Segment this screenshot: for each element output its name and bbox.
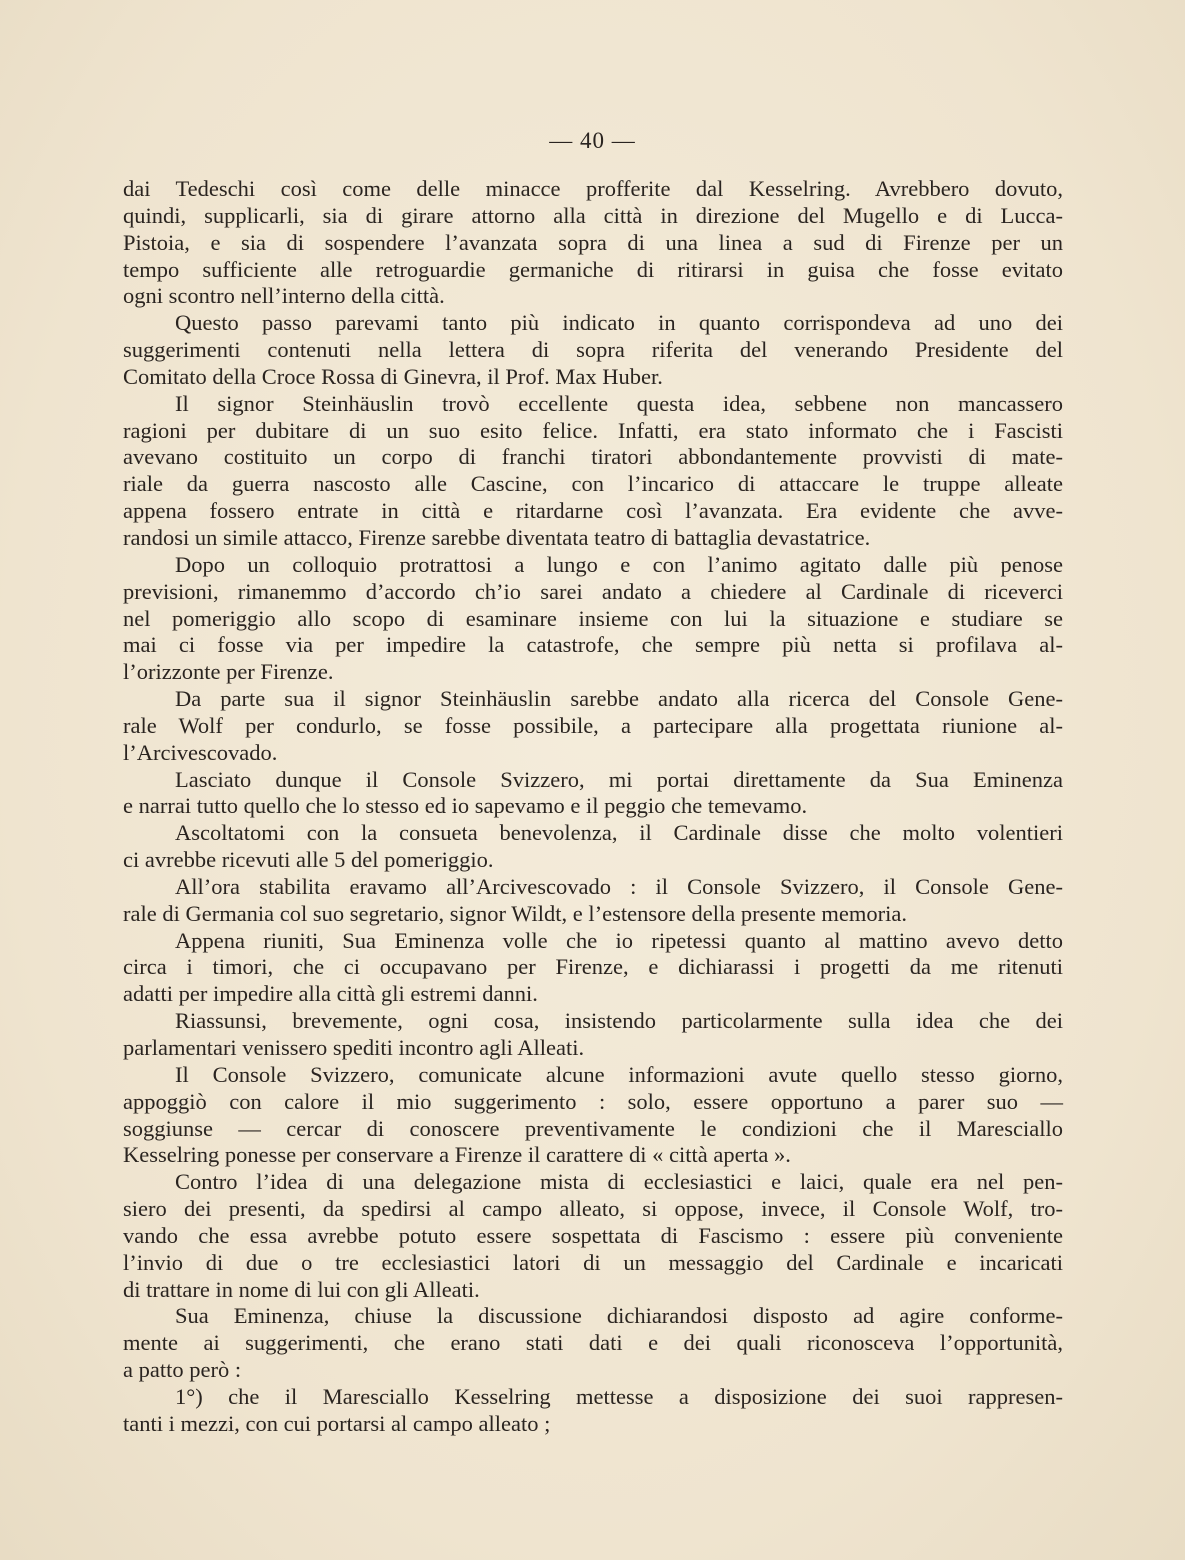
- text-line: mai ci fosse via per impedire la catastrofe, che sempre più netta si profilava al-: [123, 632, 1063, 658]
- text-line: Riassunsi, brevemente, ogni cosa, insistendo particolarmente sulla idea che dei: [175, 1008, 1063, 1034]
- text-line: Da parte sua il signor Steinhäuslin sarebbe andato alla ricerca del Console Gene-: [175, 686, 1063, 712]
- text-line: Contro l’idea di una delegazione mista di ecclesiastici e laici, quale era nel pen-: [175, 1169, 1063, 1195]
- paragraph: [123, 1303, 1063, 1384]
- text-line: Appena riuniti, Sua Eminenza volle che io ripetessi quanto al mattino avevo detto: [175, 927, 1063, 953]
- paragraph: [123, 820, 1063, 874]
- text-line: Pistoia, e sia di sospendere l’avanzata sopra di una linea a sud di Firenze per un: [123, 229, 1063, 255]
- text-line: l’orizzonte per Firenze.: [123, 659, 334, 685]
- text-line: dai Tedeschi così come delle minacce profferite dal Kesselring. Avrebbero dovuto,: [123, 176, 1063, 201]
- text-line: ogni scontro nell’interno della città.: [123, 283, 445, 309]
- text-line: Ascoltatomi con la consueta benevolenza, il Cardinale disse che molto volentieri: [175, 820, 1063, 846]
- body-text: [123, 176, 1063, 1438]
- text-line: randosi un simile attacco, Firenze sarebbe diventata teatro di battaglia devastatrice.: [123, 524, 871, 550]
- text-line: nel pomeriggio allo scopo di esaminare insieme con lui la situazione e studiare se: [123, 605, 1063, 631]
- text-line: appoggiò con calore il mio suggerimento : solo, essere opportuno a parer suo —: [123, 1088, 1063, 1114]
- text-line: suggerimenti contenuti nella lettera di sopra riferita del venerando Presidente del: [123, 337, 1063, 363]
- text-line: Il signor Steinhäuslin trovò eccellente questa idea, sebbene non mancassero: [175, 390, 1063, 416]
- text-line: mente ai suggerimenti, che erano stati dati e dei quali riconosceva l’opportunità,: [123, 1330, 1063, 1356]
- paragraph: [123, 391, 1063, 552]
- paragraph: [123, 310, 1063, 391]
- text-line: e narrai tutto quello che lo stesso ed io sapevamo e il peggio che temevamo.: [123, 793, 808, 819]
- text-line: quindi, supplicarli, sia di girare attorno alla città in direzione del Mugello e di Lucca-: [123, 202, 1063, 228]
- text-line: Lasciato dunque il Console Svizzero, mi portai direttamente da Sua Eminenza: [175, 766, 1063, 792]
- paragraph: [123, 928, 1063, 1009]
- text-line: previsioni, rimanemmo d’accordo ch’io sarei andato a chiedere al Cardinale di riceverci: [123, 578, 1063, 604]
- text-line: Questo passo parevami tanto più indicato in quanto corrispondeva ad uno dei: [175, 310, 1063, 336]
- text-line: circa i timori, che ci occupavano per Firenze, e dichiarassi i progetti da me ritenuti: [123, 954, 1063, 980]
- text-line: adatti per impedire alla città gli estremi danni.: [123, 981, 538, 1007]
- text-line: appena fossero entrate in città e ritardarne così l’avanzata. Era evidente che avve-: [123, 498, 1063, 524]
- text-line: parlamentari venissero spediti incontro agli Alleati.: [123, 1035, 585, 1060]
- paragraph: [123, 686, 1063, 767]
- paragraph: [123, 767, 1063, 821]
- text-line: Kesselring ponesse per conservare a Firenze il carattere di « città aperta ».: [123, 1142, 791, 1168]
- text-line: soggiunse — cercar di conoscere preventivamente le condizioni che il Maresciallo: [123, 1115, 1063, 1141]
- text-line: ci avrebbe ricevuti alle 5 del pomeriggio.: [123, 847, 494, 873]
- paragraph: [123, 552, 1063, 686]
- text-line: Il Console Svizzero, comunicate alcune informazioni avute quello stesso giorno,: [175, 1061, 1063, 1087]
- text-line: Comitato della Croce Rossa di Ginevra, il Prof. Max Huber.: [123, 363, 663, 389]
- paragraph: [123, 176, 1063, 310]
- text-line: ragioni per dubitare di un suo esito felice. Infatti, era stato informato che i Fascisti: [123, 417, 1063, 443]
- page-number: — 40 —: [549, 128, 636, 153]
- text-line: avevano costituito un corpo di franchi tiratori abbondantemente provvisti di mate-: [123, 444, 1063, 470]
- text-line: All’ora stabilita eravamo all’Arcivescovado : il Console Svizzero, il Console Gene-: [175, 873, 1063, 899]
- text-line: vando che essa avrebbe potuto essere sospettata di Fascismo : essere più conveniente: [123, 1222, 1063, 1248]
- text-line: tempo sufficiente alle retroguardie germaniche di ritirarsi in guisa che fosse evitato: [123, 256, 1063, 282]
- text-line: a patto però :: [123, 1357, 242, 1383]
- text-line: rale di Germania col suo segretario, signor Wildt, e l’estensore della presente memoria.: [123, 900, 908, 926]
- paragraph: [123, 1062, 1063, 1169]
- text-line: di trattare in nome di lui con gli Alleati.: [123, 1276, 480, 1302]
- text-line: rale Wolf per condurlo, se fosse possibile, a partecipare alla progettata riunione al-: [123, 712, 1063, 738]
- text-line: Sua Eminenza, chiuse la discussione dichiarandosi disposto ad agire conforme-: [175, 1303, 1063, 1329]
- text-line: l’Arcivescovado.: [123, 739, 278, 765]
- text-line: 1°) che il Maresciallo Kesselring mettesse a disposizione dei suoi rappresen-: [175, 1383, 1063, 1409]
- list-item-paragraph: [123, 1384, 1063, 1438]
- paragraph: [123, 1169, 1063, 1303]
- text-line: Dopo un colloquio protrattosi a lungo e con l’animo agitato dalle più penose: [175, 551, 1063, 577]
- text-line: siero dei presenti, da spedirsi al campo alleato, si oppose, invece, il Console Wolf, tro-: [123, 1196, 1063, 1222]
- text-line: l’invio di due o tre ecclesiastici latori di un messaggio del Cardinale e incaricati: [123, 1249, 1063, 1275]
- text-line: tanti i mezzi, con cui portarsi al campo alleato ;: [123, 1410, 551, 1436]
- paragraph: [123, 1008, 1063, 1062]
- text-line: riale da guerra nascosto alle Cascine, con l’incarico di attaccare le truppe alleate: [123, 471, 1063, 497]
- paragraph: [123, 874, 1063, 928]
